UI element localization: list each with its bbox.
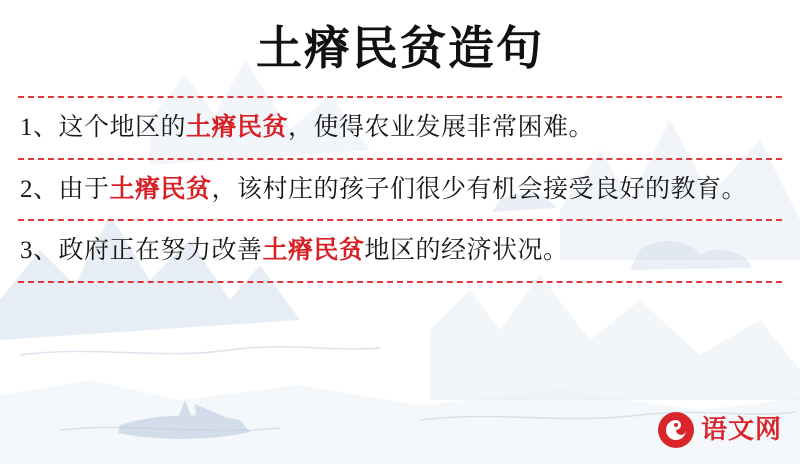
- keyword-highlight: 土瘠民贫: [262, 237, 365, 265]
- sentence-number-1: 1、: [20, 114, 59, 142]
- list-item: [18, 160, 782, 220]
- divider-4: [18, 281, 782, 283]
- sentence-number-2: 2、: [20, 175, 59, 203]
- circular-swirl-logo-icon: [658, 412, 694, 448]
- sentence-number-3: 3、: [20, 237, 59, 265]
- sentence-3-part-3: 地区的经济状况。: [364, 237, 569, 265]
- keyword-highlight: 土瘠民贫: [109, 175, 212, 203]
- list-item: [18, 221, 782, 281]
- sentence-2-part-1: 由于: [58, 175, 110, 203]
- sentence-3-part-1: 政府正在努力改善: [58, 237, 263, 265]
- list-item: [18, 98, 782, 158]
- sentence-1-part-3: ，使得农业发展非常困难。: [288, 114, 595, 142]
- page-title: 土瘠民贫造句: [256, 23, 544, 74]
- sentence-2-part-3: ，该村庄的孩子们很少有机会接受良好的教育。: [211, 175, 748, 203]
- keyword-highlight: 土瘠民贫: [186, 114, 289, 142]
- watermark-brand-text: 语文网: [700, 415, 782, 444]
- sentence-1-part-1: 这个地区的: [58, 114, 187, 142]
- watermark-logo: [658, 412, 782, 448]
